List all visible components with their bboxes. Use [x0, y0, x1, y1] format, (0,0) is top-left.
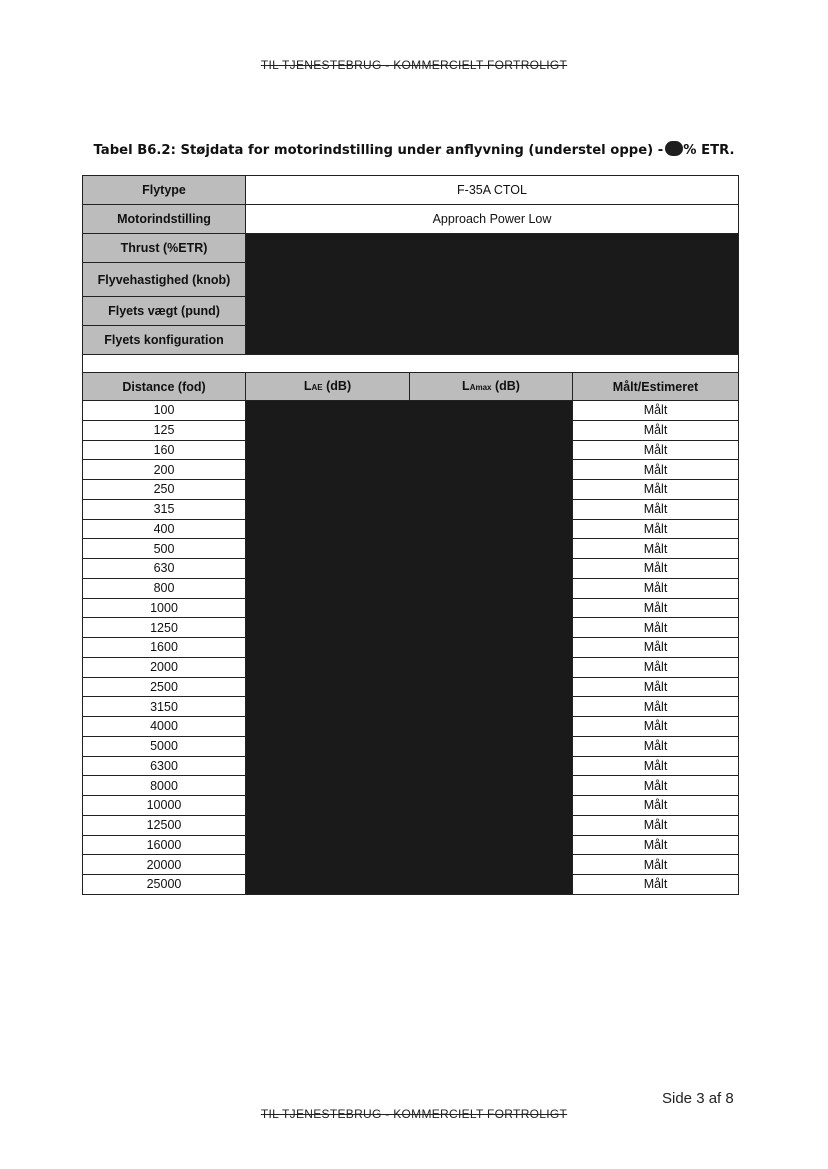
status-cell: Målt [573, 657, 739, 677]
distance-cell: 125 [83, 420, 246, 440]
label-flyets-konfiguration: Flyets konfiguration [83, 326, 246, 355]
col-lamax [410, 373, 573, 401]
col-lae-unit: (dB) [322, 378, 352, 393]
distance-cell: 400 [83, 519, 246, 539]
distance-cell: 5000 [83, 736, 246, 756]
table-title-text: Tabel B6.2: Støjdata for motorindstilling under anflyvning (understel oppe) - [93, 143, 664, 158]
status-cell: Målt [573, 440, 739, 460]
distance-cell: 800 [83, 578, 246, 598]
distance-cell: 630 [83, 559, 246, 579]
col-lamax-main: L [462, 378, 470, 393]
status-cell: Målt [573, 677, 739, 697]
table-title-suffix: % ETR. [683, 143, 735, 158]
distance-cell: 1600 [83, 638, 246, 658]
value-motorindstilling: Approach Power Low [246, 205, 739, 234]
label-thrust: Thrust (%ETR) [83, 234, 246, 263]
redacted-block-info [246, 234, 739, 355]
col-distance: Distance (fod) [83, 373, 246, 401]
spacer-row [83, 355, 739, 373]
distance-cell: 4000 [83, 717, 246, 737]
status-cell: Målt [573, 875, 739, 895]
status-cell: Målt [573, 697, 739, 717]
distance-cell: 160 [83, 440, 246, 460]
label-flyets-vaegt: Flyets vægt (pund) [83, 297, 246, 326]
status-cell: Målt [573, 559, 739, 579]
redacted-block-values [246, 401, 573, 895]
distance-cell: 200 [83, 460, 246, 480]
distance-cell: 250 [83, 480, 246, 500]
distance-cell: 1250 [83, 618, 246, 638]
redaction-mark [665, 141, 683, 156]
status-cell: Målt [573, 519, 739, 539]
col-lamax-unit: (dB) [491, 378, 520, 393]
distance-cell: 2500 [83, 677, 246, 697]
distance-cell: 12500 [83, 815, 246, 835]
distance-cell: 1000 [83, 598, 246, 618]
status-cell: Målt [573, 618, 739, 638]
noise-data-table [82, 175, 739, 895]
status-cell: Målt [573, 756, 739, 776]
table-title [0, 141, 828, 158]
status-cell: Målt [573, 638, 739, 658]
distance-cell: 20000 [83, 855, 246, 875]
distance-cell: 2000 [83, 657, 246, 677]
status-cell: Målt [573, 578, 739, 598]
status-cell: Målt [573, 736, 739, 756]
status-cell: Målt [573, 776, 739, 796]
classification-footer: TIL TJENESTEBRUG - KOMMERCIELT FORTROLIGT [260, 1107, 568, 1121]
page-number: Side 3 af 8 [662, 1090, 734, 1107]
col-lamax-sub: Amax [469, 382, 492, 392]
distance-cell: 100 [83, 401, 246, 421]
col-status: Målt/Estimeret [573, 373, 739, 401]
status-cell: Målt [573, 815, 739, 835]
status-cell: Målt [573, 460, 739, 480]
label-motorindstilling: Motorindstilling [83, 205, 246, 234]
status-cell: Målt [573, 796, 739, 816]
status-cell: Målt [573, 855, 739, 875]
status-cell: Målt [573, 598, 739, 618]
distance-cell: 10000 [83, 796, 246, 816]
distance-cell: 315 [83, 499, 246, 519]
status-cell: Målt [573, 835, 739, 855]
distance-cell: 25000 [83, 875, 246, 895]
status-cell: Målt [573, 499, 739, 519]
distance-cell: 3150 [83, 697, 246, 717]
distance-cell: 6300 [83, 756, 246, 776]
value-flytype: F-35A CTOL [246, 176, 739, 205]
status-cell: Målt [573, 420, 739, 440]
col-lae [246, 373, 410, 401]
label-flyvehastighed: Flyvehastighed (knob) [83, 263, 246, 297]
table-row [83, 401, 739, 421]
status-cell: Målt [573, 539, 739, 559]
status-cell: Målt [573, 480, 739, 500]
status-cell: Målt [573, 717, 739, 737]
status-cell: Målt [573, 401, 739, 421]
col-lae-sub: AE [311, 382, 323, 392]
distance-cell: 16000 [83, 835, 246, 855]
distance-cell: 8000 [83, 776, 246, 796]
col-lae-main: L [303, 378, 312, 393]
label-flytype: Flytype [83, 176, 246, 205]
classification-header: TIL TJENESTEBRUG - KOMMERCIELT FORTROLIGT [260, 58, 568, 72]
distance-cell: 500 [83, 539, 246, 559]
